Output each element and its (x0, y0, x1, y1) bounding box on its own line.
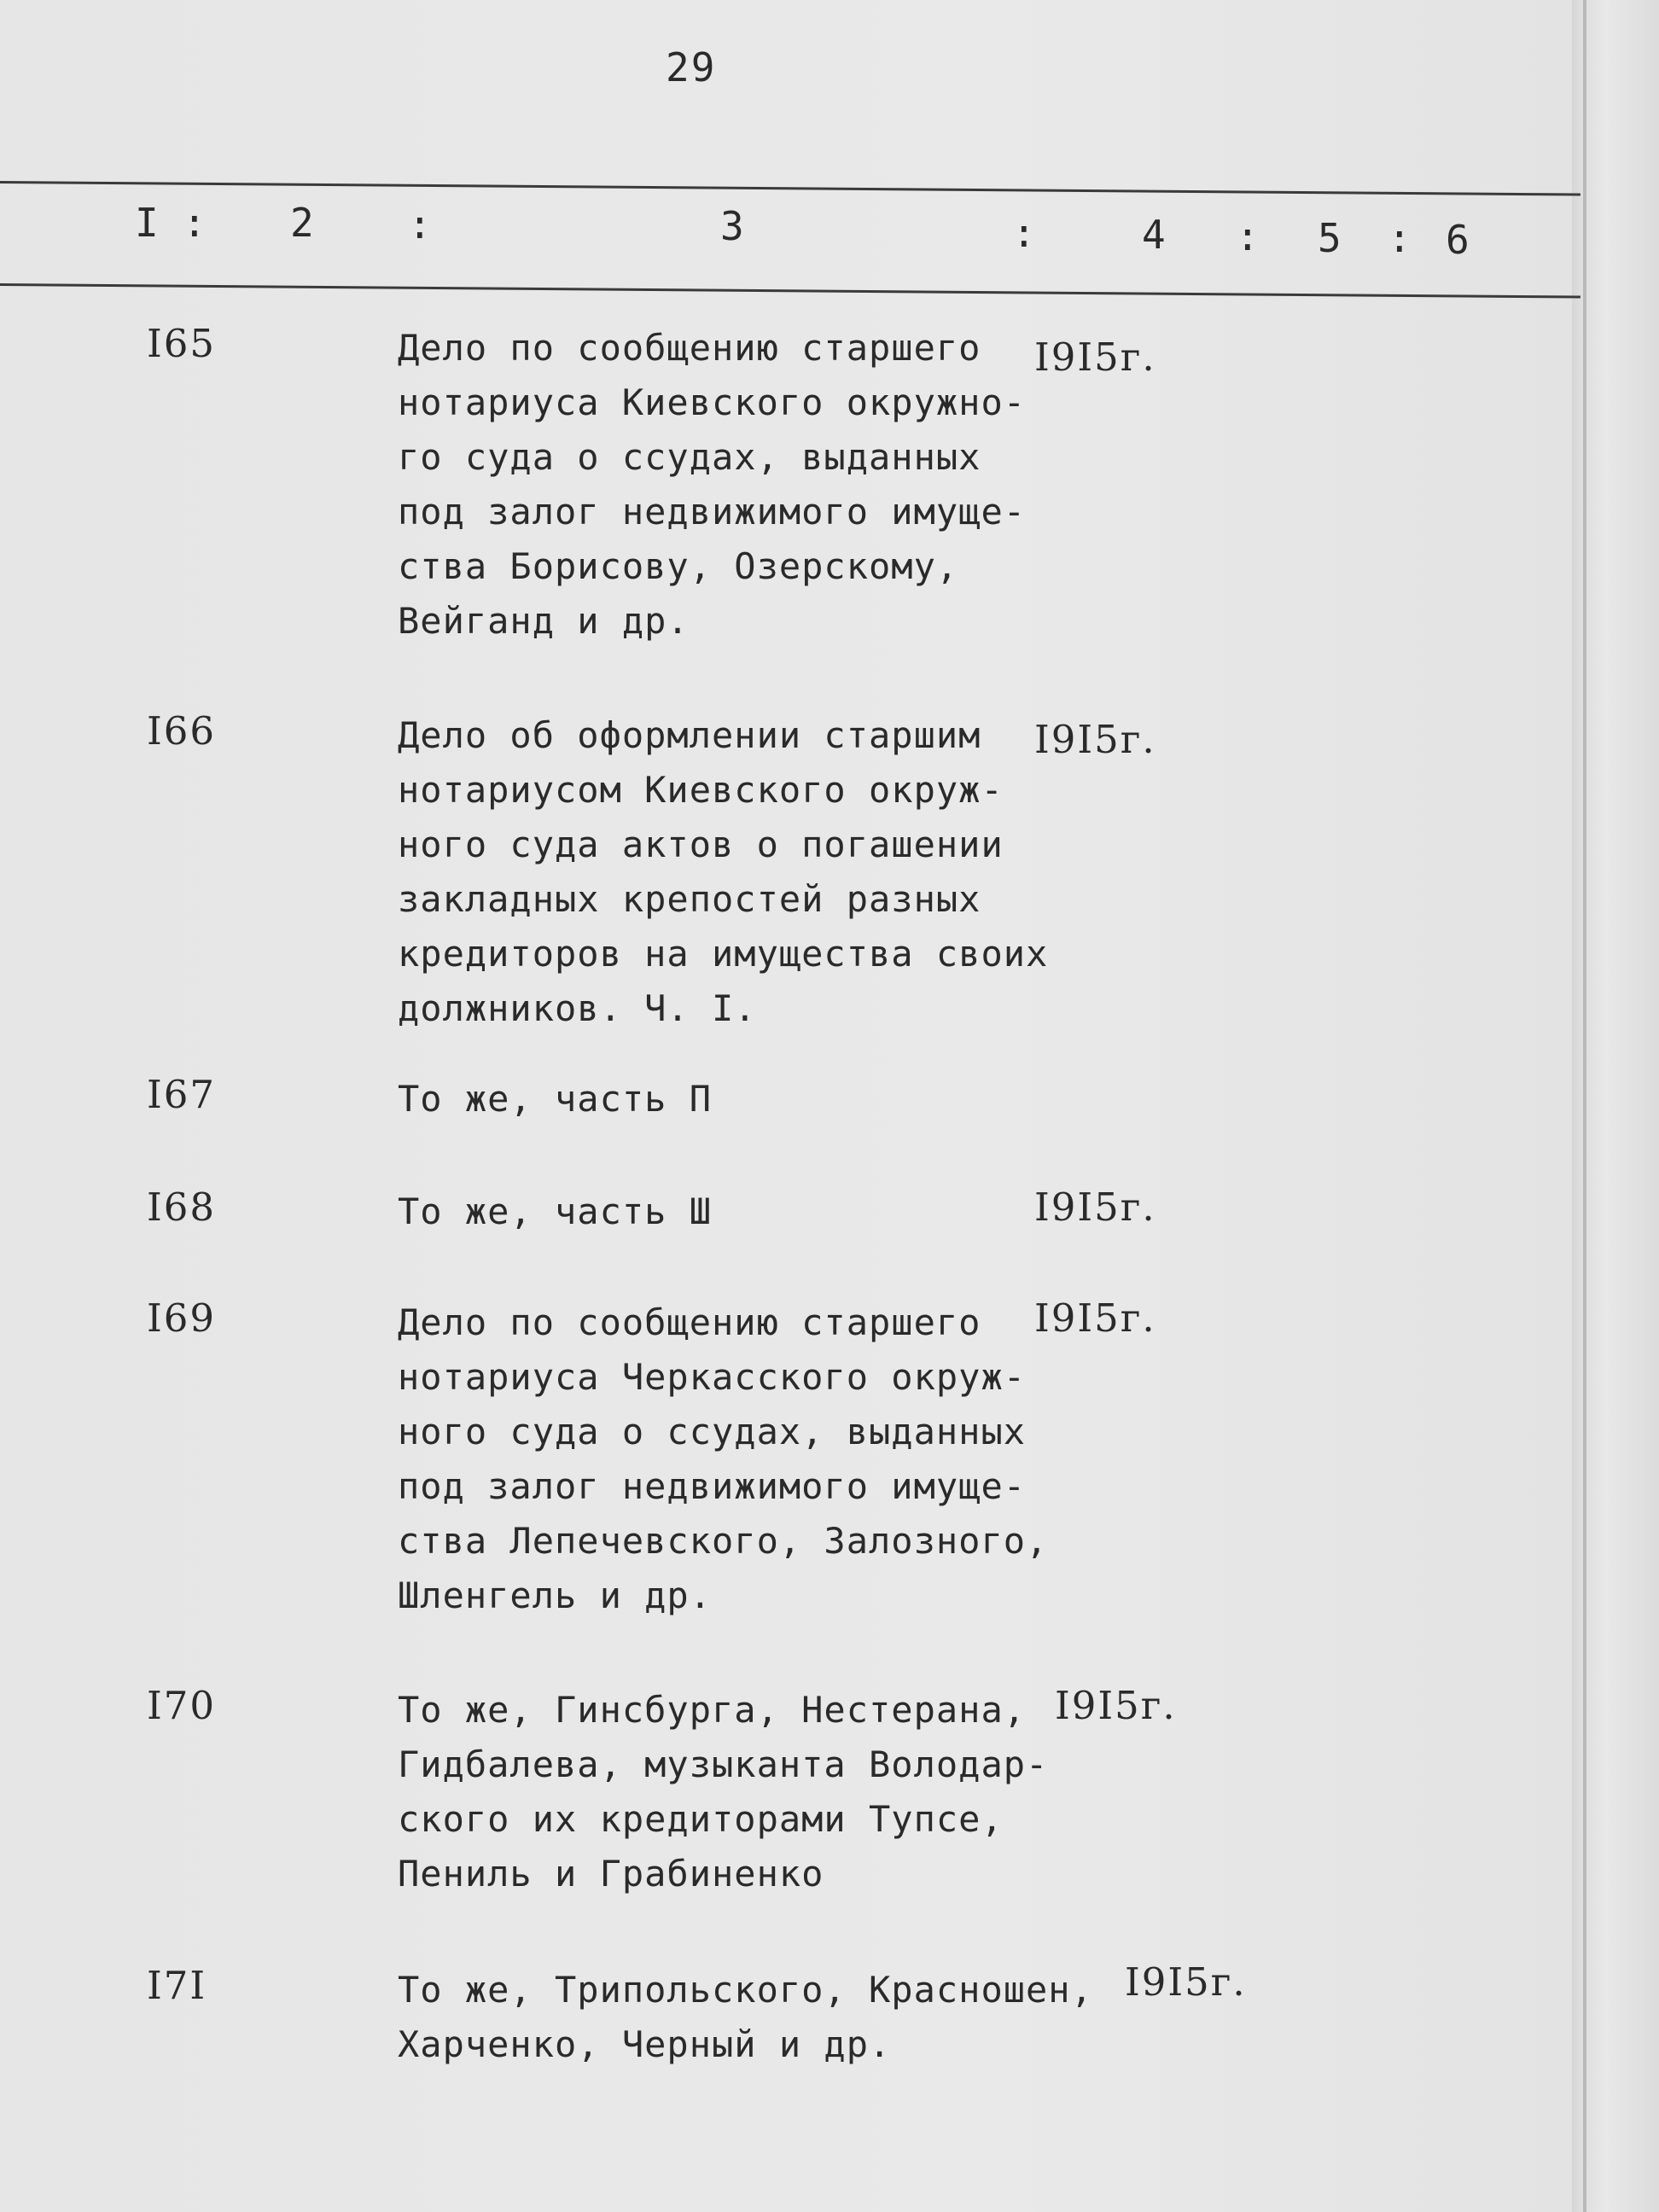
entry-title: Дело по сообщению старшего нотариуса Киевского окружно- го суда о ссудах, выданных под залог недвижимого имуще- ства Борисову, Озерскому, Вейганд и др. (398, 327, 1027, 642)
column-separator: : (183, 200, 207, 246)
entry-title: Дело об оформлении старшим нотариусом Киевского окруж- ного суда актов о погашении закладных крепостей разных кредиторов на имущества своих должников. Ч. I. (398, 714, 1049, 1029)
entry-title: То же, часть Ш (398, 1190, 713, 1232)
entry-number: I65 (147, 321, 217, 366)
page-number: 29 (666, 44, 717, 90)
binding-fold-line (1583, 0, 1586, 2212)
entry-title: Дело по сообщению старшего нотариуса Черкасского окруж- ного суда о ссудах, выданных под залог недвижимого имуще- ства Лепечевского, Залозного, Шленгель и др. (398, 1301, 1049, 1616)
column-header-2: 2 (290, 200, 314, 246)
entry-title: То же, Трипольского, Красношен, Харченко, Черный и др. (398, 1969, 1093, 2065)
column-header-row (0, 198, 1580, 266)
entry-date: I9I5г. (1034, 717, 1156, 762)
column-header-5: 5 (1318, 215, 1342, 261)
entry-number: I7I (147, 1963, 207, 2008)
entry-date: I9I5г. (1034, 1185, 1156, 1230)
entry-date: I9I5г. (1055, 1683, 1177, 1728)
column-header-3: 3 (720, 203, 744, 249)
entry-title: То же, Гинсбурга, Нестерана, Гидбалева, музыканта Володар- ского их кредиторами Тупсе, Пениль и Грабиненко (398, 1689, 1049, 1895)
column-separator: : (408, 201, 432, 247)
table-header-bottom-rule (0, 283, 1580, 299)
column-separator: : (1388, 215, 1412, 261)
entry-date: I9I5г. (1034, 335, 1156, 380)
column-separator: : (1012, 210, 1036, 256)
column-header-1: I (135, 200, 159, 246)
column-header-4: 4 (1142, 212, 1166, 258)
entry-number: I68 (147, 1185, 217, 1230)
table-header-top-rule (0, 181, 1580, 196)
column-header-6: 6 (1446, 217, 1470, 263)
entry-number: I69 (147, 1295, 217, 1341)
entry-title: То же, часть П (398, 1078, 713, 1120)
entry-number: I66 (147, 708, 217, 754)
entry-number: I67 (147, 1072, 217, 1117)
column-separator: : (1236, 213, 1260, 259)
entry-date: I9I5г. (1125, 1959, 1247, 2005)
entry-number: I70 (147, 1683, 217, 1728)
entry-date: I9I5г. (1034, 1295, 1156, 1341)
